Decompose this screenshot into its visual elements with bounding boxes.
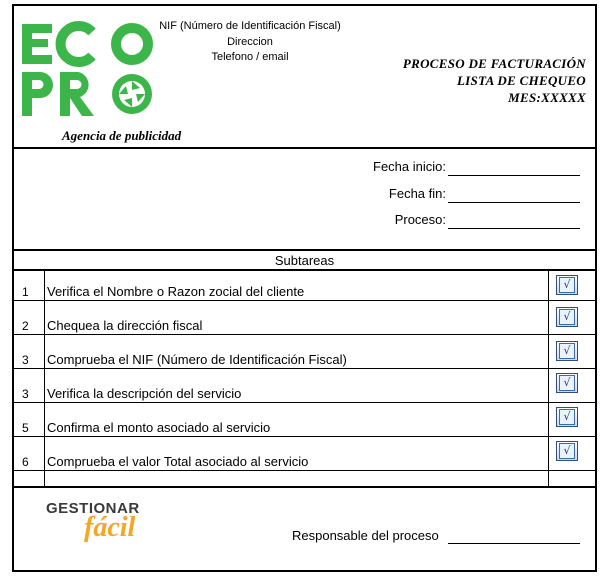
divider-fields	[12, 249, 597, 251]
row-task: Comprueba el valor Total asociado al servicio	[47, 454, 309, 469]
checkmark-icon: √	[559, 443, 575, 459]
checkmark-icon: √	[559, 343, 575, 359]
row-task: Chequea la dirección fiscal	[47, 318, 203, 333]
row-number: 6	[22, 455, 29, 469]
row-line	[12, 436, 597, 437]
checkmark-icon: √	[559, 309, 575, 325]
logo-ecopro	[20, 18, 160, 120]
proceso-label: Proceso:	[394, 212, 446, 227]
row-task: Confirma el monto asociado al servicio	[47, 420, 271, 435]
row-checkbox[interactable]	[556, 341, 578, 361]
direccion-text: Direccion	[227, 36, 273, 48]
row-checkbox[interactable]	[556, 407, 578, 427]
fecha-inicio-field[interactable]	[448, 175, 580, 176]
aperture-icon	[112, 74, 152, 114]
proceso-title: PROCESO DE FACTURACIÓN	[402, 56, 586, 71]
agencia-text: Agencia de publicidad	[62, 128, 182, 143]
subtareas-title: Subtareas	[274, 253, 335, 268]
divider-table	[12, 486, 597, 488]
row-number: 2	[22, 319, 29, 333]
row-line	[12, 402, 597, 403]
row-line	[12, 470, 597, 471]
row-task: Comprueba el NIF (Número de Identificación Fiscal)	[47, 352, 347, 367]
subtareas-title-line	[12, 269, 597, 271]
brand-top: GESTIONAR	[46, 500, 140, 517]
checkmark-icon: √	[559, 277, 575, 293]
responsable-field[interactable]	[448, 543, 580, 544]
fecha-fin-field[interactable]	[448, 202, 580, 203]
brand-bottom: fácil	[84, 512, 136, 543]
row-checkbox[interactable]	[556, 373, 578, 393]
proceso-field[interactable]	[448, 228, 580, 229]
col-sep-num	[44, 270, 45, 486]
nif-text: NIF (Número de Identificación Fiscal)	[159, 20, 341, 32]
responsable-label: Responsable del proceso	[292, 528, 439, 543]
row-number: 3	[22, 353, 29, 367]
row-checkbox[interactable]	[556, 441, 578, 461]
checkmark-icon: √	[559, 409, 575, 425]
fecha-inicio-label: Fecha inicio:	[373, 159, 446, 174]
row-line	[12, 368, 597, 369]
divider-header	[12, 147, 597, 149]
lista-title: LISTA DE CHEQUEO	[456, 73, 586, 88]
row-number: 1	[22, 285, 29, 299]
row-number: 5	[22, 421, 29, 435]
row-line	[12, 300, 597, 301]
row-checkbox[interactable]	[556, 275, 578, 295]
row-task: Verifica el Nombre o Razon zocial del cliente	[47, 284, 305, 299]
logo-ecopro-graphic	[20, 18, 160, 120]
contacto-text: Telefono / email	[211, 51, 289, 63]
row-task: Verifica la descripción del servicio	[47, 386, 242, 401]
row-number: 3	[22, 387, 29, 401]
fecha-fin-label: Fecha fin:	[388, 186, 446, 201]
logo-gestionar-facil	[46, 500, 146, 560]
row-line	[12, 334, 597, 335]
row-checkbox[interactable]	[556, 307, 578, 327]
col-sep-check	[548, 270, 549, 486]
mes-title: MES:XXXXX	[508, 90, 586, 105]
checkmark-icon: √	[559, 375, 575, 391]
